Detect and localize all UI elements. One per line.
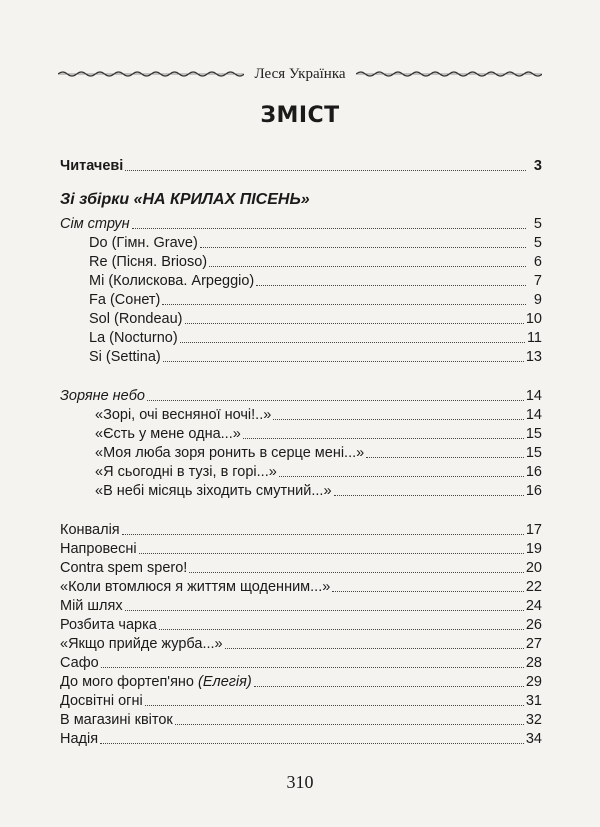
page-title: ЗМІСТ: [260, 103, 340, 128]
toc-entry-page: 10: [525, 311, 542, 327]
toc-entry-page: 17: [525, 522, 542, 538]
toc-entry: [60, 576, 542, 596]
toc-entry-page: 5: [533, 216, 542, 232]
toc-entry-title: «Єсть у мене одна...»: [95, 426, 241, 442]
leader-dots: [159, 629, 524, 630]
toc-entry-page: 24: [525, 598, 542, 614]
section-heading: Зі збірки «НА КРИЛАХ ПІСЕНЬ»: [60, 191, 310, 208]
toc-entry: [60, 709, 542, 729]
toc-entry: [95, 461, 542, 481]
toc-entry-page: 14: [525, 388, 542, 404]
toc-entry: [89, 232, 542, 252]
leader-dots: [101, 667, 524, 668]
toc-entry: [89, 289, 542, 309]
toc-entry-title: «Коли втомлюся я життям щоденним...»: [60, 579, 331, 595]
toc-entry-page: 16: [525, 464, 542, 480]
toc-entry-title: Сафо: [60, 655, 99, 671]
toc-entry: [95, 423, 542, 443]
toc-entry: [89, 346, 542, 366]
leader-dots: [125, 610, 524, 611]
leader-dots: [225, 648, 524, 649]
header-ornament-left: [58, 68, 244, 80]
toc-entry-title: Розбита чарка: [60, 617, 157, 633]
toc-entry: [60, 728, 542, 748]
toc-entry: [89, 327, 542, 347]
toc-entry-page: 15: [525, 445, 542, 461]
leader-dots: [243, 438, 524, 439]
toc-entry-title: Do (Гімн. Grave): [89, 235, 198, 251]
toc-entry-page: 27: [525, 636, 542, 652]
toc-entry: [60, 155, 542, 175]
toc-entry-title: Напровесні: [60, 541, 137, 557]
leader-dots: [162, 304, 526, 305]
leader-dots: [139, 553, 524, 554]
leader-dots: [163, 361, 524, 362]
leader-dots: [254, 686, 524, 687]
leader-dots: [147, 400, 524, 401]
toc-entry-title: В магазині квіток: [60, 712, 173, 728]
toc-entry-page: 11: [526, 330, 542, 346]
toc-entry-page: 34: [525, 731, 542, 747]
leader-dots: [279, 476, 524, 477]
toc-entry-page: 22: [525, 579, 542, 595]
leader-dots: [209, 266, 526, 267]
toc-entry-title: Mi (Колискова. Arpeggio): [89, 273, 255, 289]
toc-entry-page: 28: [525, 655, 542, 671]
toc-entry-title: Sol (Rondeau): [89, 311, 183, 327]
toc-entry-page: 3: [533, 158, 542, 174]
toc-entry-page: 6: [533, 254, 542, 270]
toc-entry-page: 31: [525, 693, 542, 709]
author-name: Леся Українка: [254, 65, 346, 82]
toc-entry-title: Досвітні огні: [60, 693, 143, 709]
leader-dots: [185, 323, 524, 324]
toc-entry: [89, 308, 542, 328]
toc-entry: [60, 671, 542, 691]
toc-entry: [60, 633, 542, 653]
toc-entry-page: 20: [525, 560, 542, 576]
toc-entry-title: Мій шлях: [60, 598, 123, 614]
toc-entry: [95, 480, 542, 500]
leader-dots: [100, 743, 524, 744]
toc-entry: [60, 652, 542, 672]
toc-entry-page: 32: [525, 712, 542, 728]
toc-entry-title: Читачеві: [60, 158, 124, 174]
toc-entry: [89, 251, 542, 271]
toc-entry-page: 15: [525, 426, 542, 442]
leader-dots: [125, 170, 526, 171]
toc-entry: [60, 213, 542, 233]
toc-entry: [60, 690, 542, 710]
toc-entry-title: Fa (Сонет): [89, 292, 161, 308]
toc-entry-page: 14: [525, 407, 542, 423]
leader-dots: [132, 228, 526, 229]
toc-entry: [60, 595, 542, 615]
toc-entry-title: Зоряне небо: [60, 388, 145, 404]
leader-dots: [145, 705, 524, 706]
toc-entry: [95, 404, 542, 424]
leader-dots: [200, 247, 526, 248]
toc-entry: [60, 538, 542, 558]
toc-entry-title: Конвалія: [60, 522, 120, 538]
toc-entry: [60, 519, 542, 539]
header-ornament-right: [356, 68, 542, 80]
leader-dots: [332, 591, 524, 592]
toc-entry-page: 5: [533, 235, 542, 251]
toc-entry: [60, 557, 542, 577]
toc-entry-title: «Моя люба зоря ронить в серце мені...»: [95, 445, 365, 461]
toc-entry-title: Re (Пісня. Brioso): [89, 254, 208, 270]
toc-entry-subtitle: (Елегія): [198, 674, 252, 690]
leader-dots: [273, 419, 524, 420]
leader-dots: [189, 572, 524, 573]
toc-entry-page: 13: [525, 349, 542, 365]
toc-entry-title: Сім струн: [60, 216, 130, 232]
toc-entry-title: Contra spem spero!: [60, 560, 188, 576]
running-header: [58, 62, 542, 86]
toc-entry-title: «В небі місяць зіходить смутний...»: [95, 483, 332, 499]
toc-entry-title: La (Nocturno): [89, 330, 178, 346]
toc-entry: [89, 270, 542, 290]
toc-entry: [95, 442, 542, 462]
leader-dots: [366, 457, 524, 458]
leader-dots: [180, 342, 525, 343]
toc-entry-page: 9: [533, 292, 542, 308]
toc-entry: [60, 385, 542, 405]
toc-entry-title: Надія: [60, 731, 99, 747]
leader-dots: [122, 534, 524, 535]
leader-dots: [334, 495, 524, 496]
toc-entry-page: 16: [525, 483, 542, 499]
leader-dots: [256, 285, 526, 286]
toc-entry-title: [60, 673, 254, 691]
toc-entry-title: «Я сьогодні в тузі, в горі...»: [95, 464, 277, 480]
toc-entry-page: 29: [525, 674, 542, 690]
leader-dots: [175, 724, 524, 725]
toc-entry-page: 7: [533, 273, 542, 289]
toc-entry-title: Si (Settina): [89, 349, 161, 365]
toc-entry-page: 26: [525, 617, 542, 633]
page-number: 310: [286, 772, 314, 792]
toc-entry-page: 19: [525, 541, 542, 557]
toc-entry: [60, 614, 542, 634]
toc-entry-title: «Зорі, очі весняної ночі!..»: [95, 407, 272, 423]
toc-entry-title: «Якщо прийде журба...»: [60, 636, 223, 652]
toc-entry-title-main: До мого фортеп'яно: [60, 674, 199, 690]
